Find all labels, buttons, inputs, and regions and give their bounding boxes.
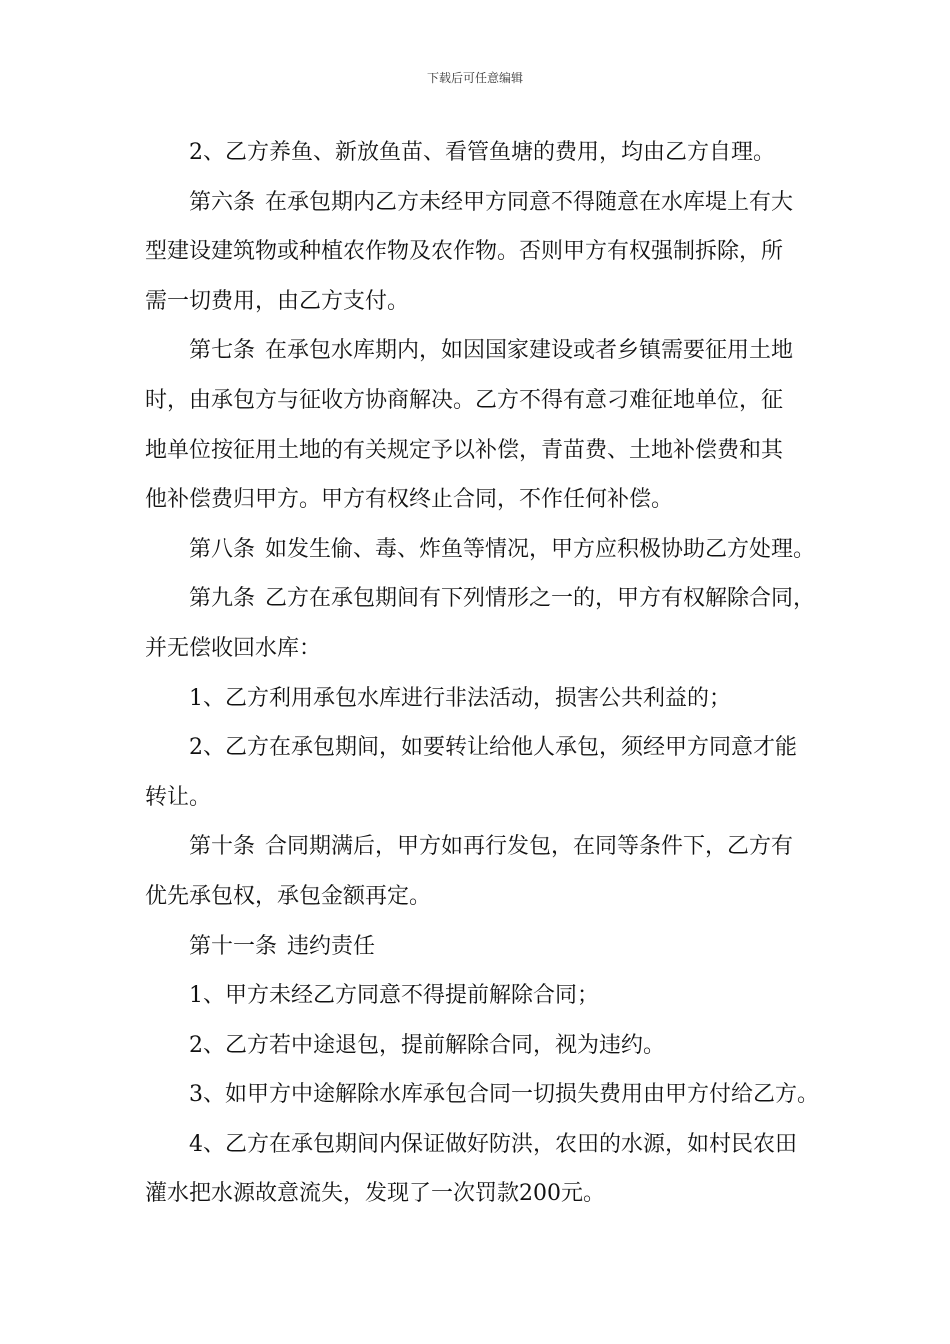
paragraph-line	[145, 1021, 817, 1071]
paragraph-line	[145, 227, 817, 277]
line-text: 违约责任	[287, 933, 376, 959]
document-body	[145, 128, 817, 1219]
line-text: 时，由承包方与征收方协商解决。乙方不得有意刁难征地单位，征	[145, 387, 784, 413]
line-label: 第十条	[189, 834, 256, 860]
line-text: 并无偿收回水库：	[145, 635, 322, 661]
paragraph-line	[145, 128, 817, 178]
line-text: 需一切费用，由乙方支付。	[145, 288, 410, 314]
line-text: 优先承包权，承包金额再定。	[145, 883, 432, 909]
line-text: 合同期满后，甲方如再行发包，在同等条件下，乙方有	[265, 834, 794, 860]
paragraph-line	[145, 971, 817, 1021]
paragraph-line	[145, 1070, 817, 1120]
paragraph-line	[145, 426, 817, 476]
line-text: 1、乙方利用承包水库进行非法活动，损害公共利益的；	[189, 685, 731, 711]
paragraph-line	[145, 922, 817, 972]
line-text: 地单位按征用土地的有关规定予以补偿，青苗费、土地补偿费和其	[145, 437, 784, 463]
line-text: 转让。	[145, 784, 212, 810]
paragraph-line	[145, 624, 817, 674]
line-text: 他补偿费归甲方。甲方有权终止合同，不作任何补偿。	[145, 487, 674, 513]
line-label: 第六条	[189, 189, 256, 215]
paragraph-line	[145, 326, 817, 376]
paragraph-line	[145, 574, 817, 624]
paragraph-line	[145, 178, 817, 228]
line-text: 在承包水库期内，如因国家建设或者乡镇需要征用土地	[265, 338, 794, 364]
paragraph-line	[145, 277, 817, 327]
paragraph-line	[145, 376, 817, 426]
line-text: 乙方在承包期间有下列情形之一的，甲方有权解除合同，	[265, 586, 816, 612]
line-text: 2、乙方在承包期间，如要转让给他人承包，须经甲方同意才能	[189, 735, 797, 761]
paragraph-line	[145, 525, 817, 575]
line-text: 2、乙方养鱼、新放鱼苗、看管鱼塘的费用，均由乙方自理。	[189, 140, 775, 165]
line-label: 第八条	[189, 536, 256, 562]
paragraph-line	[145, 475, 817, 525]
paragraph-line	[145, 674, 817, 724]
page-header: 下载后可任意编辑	[426, 71, 523, 85]
line-text: 在承包期内乙方未经甲方同意不得随意在水库堤上有大	[265, 189, 794, 215]
paragraph-line	[145, 773, 817, 823]
line-label: 第九条	[189, 586, 256, 612]
paragraph-line	[145, 872, 817, 922]
line-text: 3、如甲方中途解除水库承包合同一切损失费用由甲方付给乙方。	[189, 1082, 819, 1108]
line-text: 4、乙方在承包期间内保证做好防洪，农田的水源，如村民农田	[189, 1131, 797, 1157]
line-text: 1、甲方未经乙方同意不得提前解除合同；	[189, 983, 599, 1009]
paragraph-line	[145, 1120, 817, 1170]
line-label: 第十一条	[189, 933, 278, 959]
line-text: 型建设建筑物或种植农作物及农作物。否则甲方有权强制拆除，所	[145, 239, 784, 265]
line-text: 2、乙方若中途退包，提前解除合同，视为违约。	[189, 1032, 665, 1058]
line-text: 灌水把水源故意流失，发现了一次罚款200元。	[145, 1181, 605, 1207]
line-text: 如发生偷、毒、炸鱼等情况，甲方应积极协助乙方处理。	[265, 536, 816, 562]
paragraph-line	[145, 1169, 817, 1219]
line-label: 第七条	[189, 338, 256, 364]
paragraph-line	[145, 723, 817, 773]
paragraph-line	[145, 822, 817, 872]
